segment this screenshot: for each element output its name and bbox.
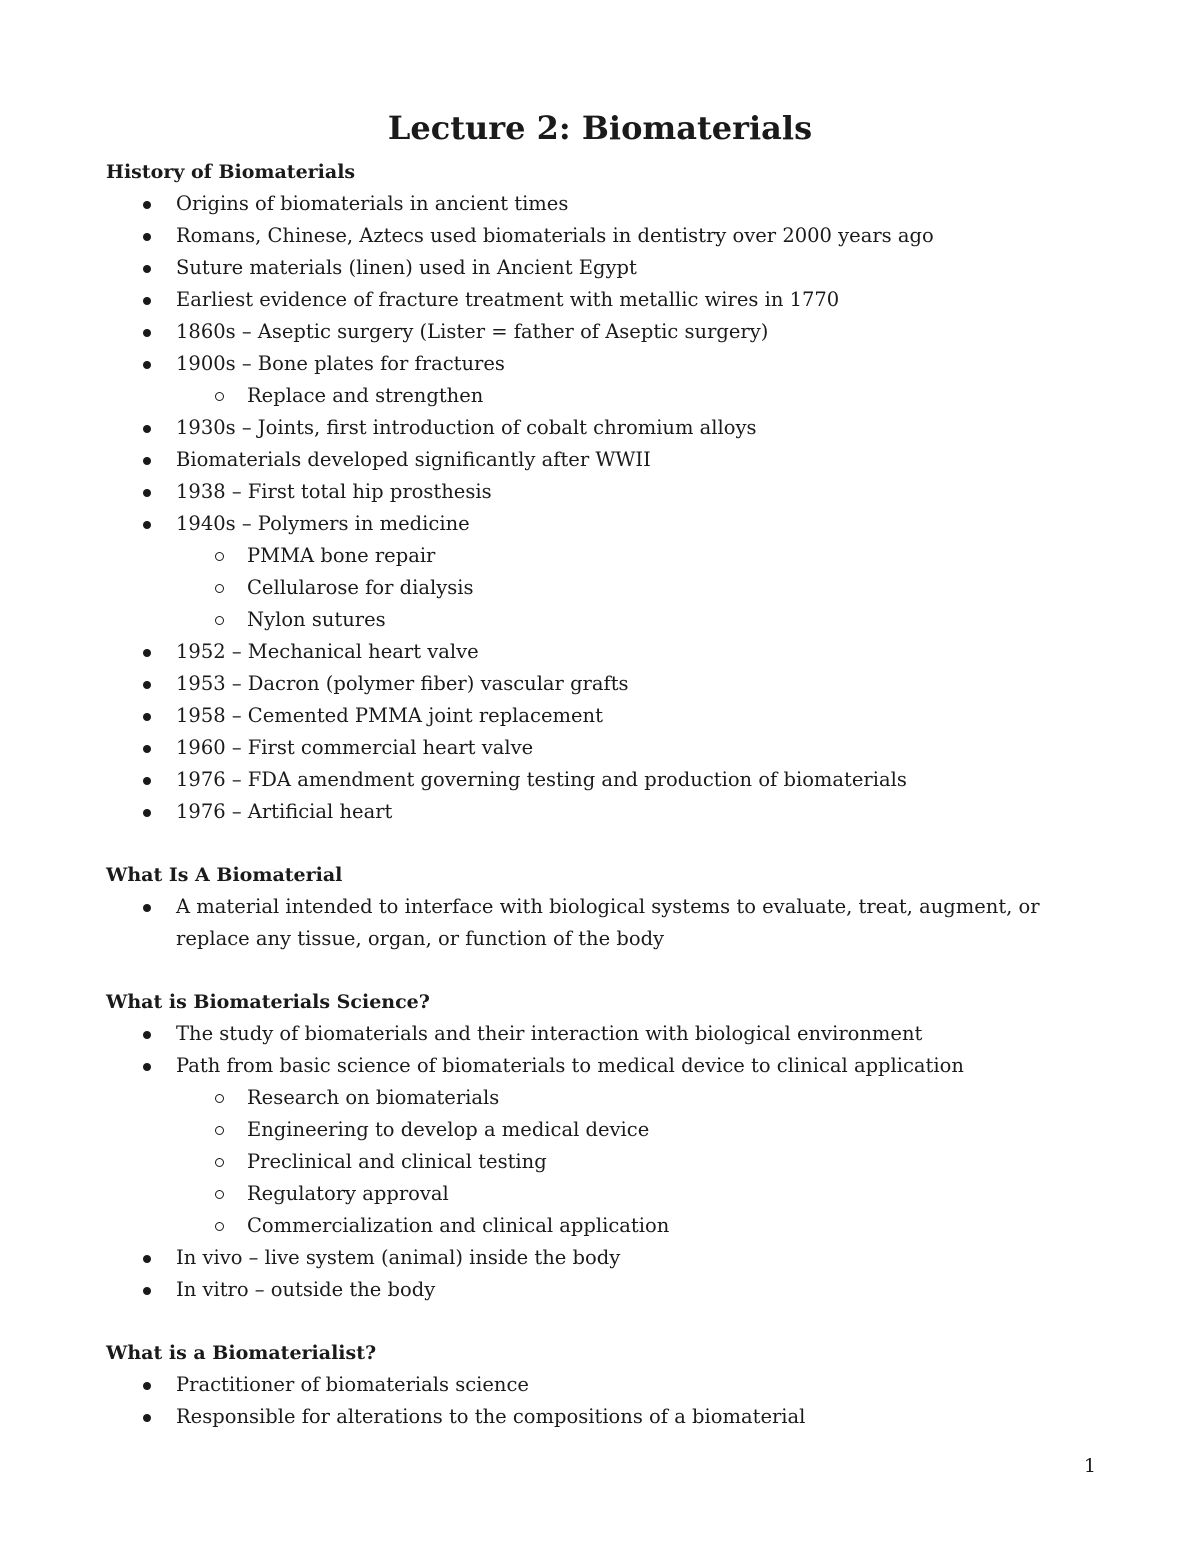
list-item bbox=[106, 700, 1096, 732]
list-item bbox=[106, 732, 1096, 764]
sub-list-item bbox=[106, 540, 1096, 572]
hollow-circle-bullet-icon bbox=[215, 1158, 224, 1167]
list-item-text: 1953 – Dacron (polymer fiber) vascular grafts bbox=[176, 672, 629, 695]
sub-bullet-list bbox=[106, 540, 1096, 636]
sub-list-item-text: Regulatory approval bbox=[247, 1182, 449, 1205]
list-item bbox=[106, 1401, 1096, 1433]
list-item bbox=[106, 444, 1096, 476]
bullet-dot-icon bbox=[143, 521, 151, 529]
sub-bullet-list bbox=[106, 380, 1096, 412]
bullet-dot-icon bbox=[143, 201, 151, 209]
hollow-circle-bullet-icon bbox=[215, 584, 224, 593]
list-item bbox=[106, 316, 1096, 348]
sub-list-item bbox=[106, 1082, 1096, 1114]
sub-list-item-text: Cellularose for dialysis bbox=[247, 576, 474, 599]
hollow-circle-bullet-icon bbox=[215, 1190, 224, 1199]
list-item-text: A material intended to interface with biological systems to evaluate, treat, augment, or replace any tissue, organ, or function of the body bbox=[176, 895, 1040, 950]
sub-list-item bbox=[106, 1114, 1096, 1146]
bullet-dot-icon bbox=[143, 809, 151, 817]
bullet-dot-icon bbox=[143, 745, 151, 753]
sub-list-wrapper bbox=[106, 380, 1096, 412]
hollow-circle-bullet-icon bbox=[215, 1126, 224, 1135]
sub-bullet-list bbox=[106, 1082, 1096, 1242]
bullet-dot-icon bbox=[143, 1255, 151, 1263]
bullet-dot-icon bbox=[143, 425, 151, 433]
sub-list-item-text: Nylon sutures bbox=[247, 608, 386, 631]
bullet-list bbox=[106, 1018, 1096, 1306]
list-item bbox=[106, 348, 1096, 380]
bullet-dot-icon bbox=[143, 1414, 151, 1422]
list-item bbox=[106, 284, 1096, 316]
list-item-text: 1938 – First total hip prosthesis bbox=[176, 480, 492, 503]
list-item-text: 1960 – First commercial heart valve bbox=[176, 736, 534, 759]
sub-list-item-text: PMMA bone repair bbox=[247, 544, 436, 567]
list-item bbox=[106, 1274, 1096, 1306]
bullet-list bbox=[106, 891, 1096, 955]
list-item-text: In vitro – outside the body bbox=[176, 1278, 436, 1301]
bullet-dot-icon bbox=[143, 713, 151, 721]
bullet-dot-icon bbox=[143, 457, 151, 465]
section-gap bbox=[106, 1306, 1096, 1337]
list-item bbox=[106, 220, 1096, 252]
list-item-text: Suture materials (linen) used in Ancient Egypt bbox=[176, 256, 637, 279]
list-item-text: 1900s – Bone plates for fractures bbox=[176, 352, 505, 375]
list-item-text: Romans, Chinese, Aztecs used biomaterials in dentistry over 2000 years ago bbox=[176, 224, 934, 247]
bullet-dot-icon bbox=[143, 904, 151, 912]
list-item-text: 1940s – Polymers in medicine bbox=[176, 512, 470, 535]
section-heading: What Is A Biomaterial bbox=[106, 864, 343, 886]
sub-list-item-text: Preclinical and clinical testing bbox=[247, 1150, 547, 1173]
hollow-circle-bullet-icon bbox=[215, 392, 224, 401]
bullet-dot-icon bbox=[143, 649, 151, 657]
sub-list-item bbox=[106, 572, 1096, 604]
bullet-dot-icon bbox=[143, 489, 151, 497]
list-item-text: 1976 – FDA amendment governing testing and production of biomaterials bbox=[176, 768, 907, 791]
page-title: Lecture 2: Biomaterials bbox=[387, 109, 813, 147]
list-item bbox=[106, 764, 1096, 796]
sub-list-item bbox=[106, 1178, 1096, 1210]
list-item bbox=[106, 252, 1096, 284]
section-gap bbox=[106, 955, 1096, 986]
bullet-list bbox=[106, 188, 1096, 828]
bullet-dot-icon bbox=[143, 233, 151, 241]
bullet-dot-icon bbox=[143, 1287, 151, 1295]
sub-list-item bbox=[106, 604, 1096, 636]
section-gap bbox=[106, 828, 1096, 859]
sub-list-item-text: Commercialization and clinical application bbox=[247, 1214, 670, 1237]
list-item bbox=[106, 668, 1096, 700]
list-item-text: Biomaterials developed significantly after WWII bbox=[176, 448, 651, 471]
section-heading: What is Biomaterials Science? bbox=[106, 991, 430, 1013]
list-item-text: 1860s – Aseptic surgery (Lister = father of Aseptic surgery) bbox=[176, 320, 769, 343]
list-item bbox=[106, 508, 1096, 540]
list-item bbox=[106, 188, 1096, 220]
hollow-circle-bullet-icon bbox=[215, 1094, 224, 1103]
list-item bbox=[106, 412, 1096, 444]
sub-list-item bbox=[106, 380, 1096, 412]
sub-list-item-text: Replace and strengthen bbox=[247, 384, 484, 407]
bullet-dot-icon bbox=[143, 329, 151, 337]
list-item-text: Responsible for alterations to the compositions of a biomaterial bbox=[176, 1405, 806, 1428]
document-content bbox=[106, 156, 1096, 1433]
list-item-text: Practitioner of biomaterials science bbox=[176, 1373, 529, 1396]
page-number: 1 bbox=[1083, 1455, 1096, 1477]
hollow-circle-bullet-icon bbox=[215, 1222, 224, 1231]
bullet-dot-icon bbox=[143, 1063, 151, 1071]
list-item-text: 1958 – Cemented PMMA joint replacement bbox=[176, 704, 603, 727]
section-heading: History of Biomaterials bbox=[106, 161, 356, 183]
bullet-dot-icon bbox=[143, 297, 151, 305]
sub-list-wrapper bbox=[106, 1082, 1096, 1242]
list-item bbox=[106, 1050, 1096, 1082]
sub-list-wrapper bbox=[106, 540, 1096, 636]
bullet-dot-icon bbox=[143, 265, 151, 273]
bullet-dot-icon bbox=[143, 777, 151, 785]
bullet-dot-icon bbox=[143, 361, 151, 369]
list-item-text: 1976 – Artificial heart bbox=[176, 800, 393, 823]
list-item bbox=[106, 476, 1096, 508]
list-item bbox=[106, 796, 1096, 828]
bullet-dot-icon bbox=[143, 1382, 151, 1390]
list-item bbox=[106, 1242, 1096, 1274]
bullet-list bbox=[106, 1369, 1096, 1433]
list-item bbox=[106, 636, 1096, 668]
list-item-text: 1930s – Joints, first introduction of cobalt chromium alloys bbox=[176, 416, 757, 439]
list-item-text: Path from basic science of biomaterials to medical device to clinical application bbox=[176, 1054, 964, 1077]
sub-list-item-text: Engineering to develop a medical device bbox=[247, 1118, 650, 1141]
bullet-dot-icon bbox=[143, 1031, 151, 1039]
sub-list-item bbox=[106, 1146, 1096, 1178]
list-item-text: 1952 – Mechanical heart valve bbox=[176, 640, 479, 663]
hollow-circle-bullet-icon bbox=[215, 552, 224, 561]
sub-list-item-text: Research on biomaterials bbox=[247, 1086, 500, 1109]
list-item-text: Earliest evidence of fracture treatment with metallic wires in 1770 bbox=[176, 288, 840, 311]
list-item-text: The study of biomaterials and their interaction with biological environment bbox=[176, 1022, 923, 1045]
hollow-circle-bullet-icon bbox=[215, 616, 224, 625]
section-heading: What is a Biomaterialist? bbox=[106, 1342, 377, 1364]
list-item bbox=[106, 891, 1096, 955]
sub-list-item bbox=[106, 1210, 1096, 1242]
list-item-text: Origins of biomaterials in ancient times bbox=[176, 192, 569, 215]
bullet-dot-icon bbox=[143, 681, 151, 689]
list-item bbox=[106, 1018, 1096, 1050]
list-item bbox=[106, 1369, 1096, 1401]
list-item-text: In vivo – live system (animal) inside the body bbox=[176, 1246, 621, 1269]
